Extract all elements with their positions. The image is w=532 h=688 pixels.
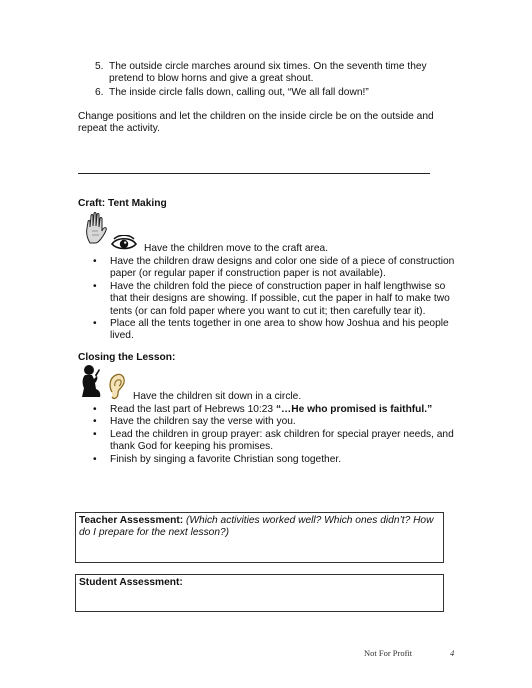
verse-quote: “…He who promised is faithful.” [275,404,433,415]
teacher-assessment-question: (Which activities worked well? Which ones didn’t? How do I prepare for the next lesson?) [79,515,434,539]
student-assessment-label: Student Assessment: [79,577,183,588]
craft-intro: Have the children move to the craft area. [144,243,329,254]
step-text: The outside circle marches around six times. On the seventh time they pretend to blow horns and give a great shout. [109,61,427,85]
change-positions-paragraph: Change positions and let the children on the inside circle be on the outside and repeat the activity. [78,111,434,135]
list-item-text: Lead the children in group prayer: ask children for special prayer needs, and thank God for keeping his promises. [110,428,454,453]
list-item: • Finish by singing a favorite Christian song together. [93,453,342,465]
list-item-text: Have the children draw designs and color one side of a piece of construction paper (or regular paper if construction paper is not available). [110,256,455,280]
list-item: • Have the children say the verse with you. [93,416,296,428]
student-assessment-box[interactable] [75,574,444,612]
craft-heading: Craft: Tent Making [78,198,167,209]
closing-list [93,404,463,466]
ear-icon [107,372,127,402]
section-divider [78,173,430,174]
list-item: • Read the last part of Hebrews 10:23 “…He who promised is faithful.” [93,404,433,415]
footer-note: Not For Profit [364,648,413,658]
hand-icon [84,211,108,245]
list-item: • Lead the children in group prayer: ask children for special prayer needs, and thank God for keeping his promises. [93,428,454,453]
page-number: 4 [450,648,455,658]
list-item: • Place all the tents together in one area to show how Joshua and his people lived. [93,318,449,342]
list-item: • Have the children fold the piece of construction paper in half lengthwise so that their designs are showing. If possible, cut the paper in half to make two tents (or can fold paper where you want to cut it; then carefully tear it). [93,280,450,317]
list-item: • Have the children draw designs and color one side of a piece of construction paper (or regular paper if construction paper is not available). [93,256,455,280]
craft-list [93,256,463,343]
teacher-assessment-label: Teacher Assessment: [79,515,184,526]
list-item-text: Read the last part of Hebrews 10:23 [110,404,276,415]
closing-heading: Closing the Lesson: [78,352,176,363]
list-item-text: Place all the tents together in one area to show how Joshua and his people lived. [110,318,449,342]
list-item-text: Have the children say the verse with you. [110,416,296,428]
eye-icon [110,235,138,251]
step-number: 6. [95,87,104,98]
step-text: The inside circle falls down, calling out, “We all fall down!” [109,87,369,98]
list-item-text: Finish by singing a favorite Christian song together. [110,453,342,465]
closing-intro: Have the children sit down in a circle. [133,391,302,402]
step-number: 5. [95,61,104,72]
praying-child-icon [80,364,104,400]
teacher-assessment-box[interactable] [75,512,444,563]
list-item-text: Have the children fold the piece of construction paper in half lengthwise so that their designs are showing. If possible, cut the paper in half to make two tents (or can fold paper where you want to cut it; then carefully tear it). [110,280,450,317]
